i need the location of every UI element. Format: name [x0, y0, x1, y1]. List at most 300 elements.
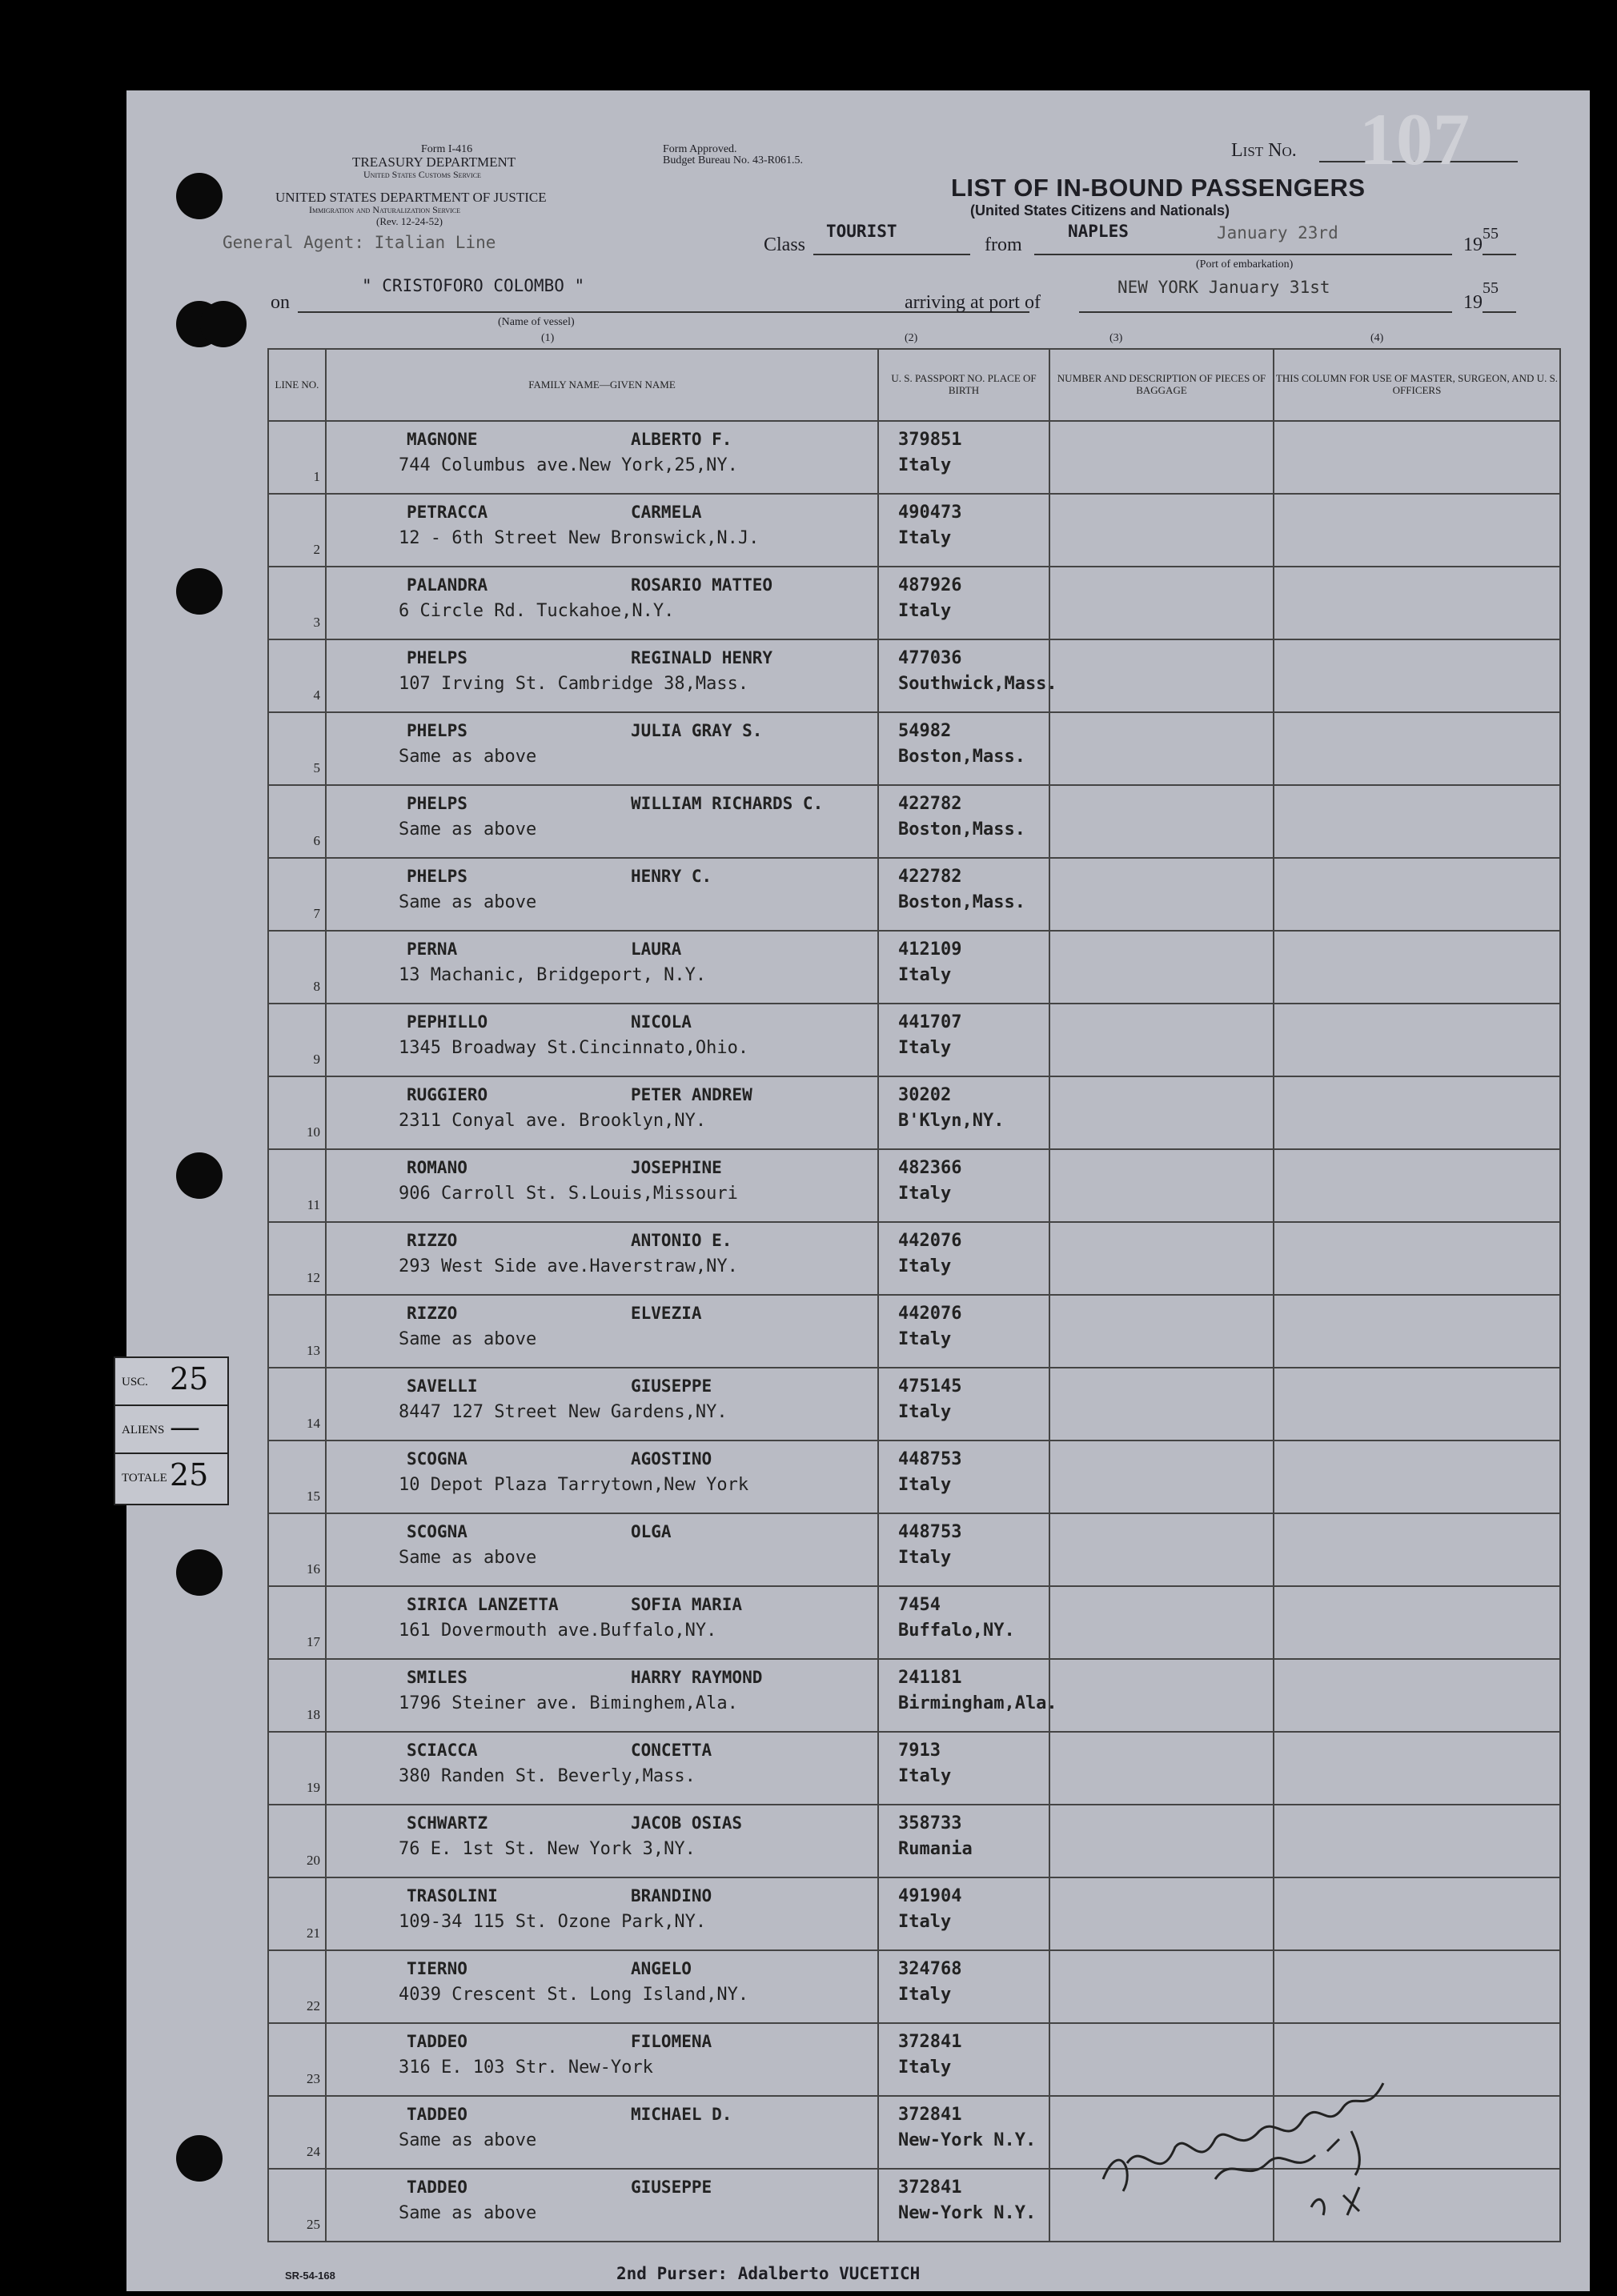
passenger-row [268, 494, 1560, 567]
handwritten-inspector-signature [1087, 2043, 1503, 2227]
passenger-row [268, 1222, 1560, 1295]
given-name: PETER ANDREW [631, 1085, 752, 1104]
address: 13 Machanic, Bridgeport, N.Y. [399, 965, 707, 985]
aliens-tally-box [114, 1404, 229, 1457]
passport-number: 7913 [898, 1741, 941, 1761]
address: 12 - 6th Street New Bronswick,N.J. [399, 528, 760, 548]
passport-cell [878, 1586, 1049, 1659]
passport-cell [878, 931, 1049, 1004]
passport-cell [878, 1441, 1049, 1513]
passport-number: 482366 [898, 1158, 962, 1178]
manifest-page [122, 90, 1590, 2291]
given-name: ROSARIO MATTEO [631, 575, 773, 595]
family-name: PHELPS [407, 721, 467, 740]
passport-number: 475145 [898, 1376, 962, 1396]
baggage-cell [1049, 1877, 1274, 1950]
place-of-birth: Italy [898, 455, 952, 475]
family-name: TADDEO [407, 2105, 467, 2124]
passport-cell [878, 2169, 1049, 2242]
line-number-cell [268, 1295, 326, 1368]
name-cell [326, 785, 878, 858]
place-of-birth: Italy [898, 1402, 952, 1422]
family-name: SAVELLI [407, 1376, 478, 1396]
given-name: REGINALD HENRY [631, 648, 773, 667]
passenger-row [268, 1149, 1560, 1222]
address: 8447 127 Street New Gardens,NY. [399, 1402, 728, 1422]
passenger-row [268, 1513, 1560, 1586]
given-name: LAURA [631, 940, 682, 959]
passport-cell [878, 785, 1049, 858]
passport-cell [878, 567, 1049, 639]
given-name: WILLIAM RICHARDS C. [631, 794, 824, 813]
arrival-year-prefix: 19 [1463, 292, 1483, 313]
passenger-row [268, 1805, 1560, 1877]
address: 1345 Broadway St.Cincinnato,Ohio. [399, 1038, 749, 1058]
passport-cell [878, 858, 1049, 931]
on-label: on [271, 292, 290, 313]
line-number: 6 [313, 833, 320, 848]
arrival-line [1079, 311, 1452, 313]
passport-cell [878, 1659, 1057, 1732]
passport-number: 372841 [898, 2032, 962, 2052]
form-revision: (Rev. 12-24-52) [376, 215, 443, 227]
line-number-cell [268, 858, 326, 931]
officers-cell [1274, 1222, 1560, 1295]
passport-cell [878, 1004, 1049, 1076]
place-of-birth: Buffalo,NY. [898, 1621, 1015, 1641]
place-of-birth: Italy [898, 1912, 952, 1932]
line-number: 7 [313, 906, 320, 921]
family-name: TRASOLINI [407, 1886, 498, 1905]
place-of-birth: Italy [898, 1038, 952, 1058]
address: 906 Carroll St. S.Louis,Missouri [399, 1184, 738, 1204]
passport-cell [878, 1950, 1049, 2023]
line-number: 19 [307, 1780, 320, 1795]
address: Same as above [399, 1548, 537, 1568]
passport-cell [878, 1368, 1049, 1441]
passenger-row [268, 567, 1560, 639]
given-name: CONCETTA [631, 1741, 712, 1760]
family-name: PHELPS [407, 794, 467, 813]
baggage-cell [1049, 1149, 1274, 1222]
name-cell [326, 1513, 878, 1586]
arriving-label: arriving at port of [905, 292, 1041, 313]
treasury-department: TREASURY DEPARTMENT [352, 154, 516, 170]
given-name: AGOSTINO [631, 1449, 712, 1469]
year-line [1483, 254, 1516, 255]
passport-number: 241181 [898, 1668, 962, 1688]
passport-number: 422782 [898, 794, 962, 814]
place-of-birth: Italy [898, 1475, 952, 1495]
binder-hole [176, 2135, 223, 2182]
name-cell [326, 1076, 878, 1149]
line-number: 3 [313, 615, 320, 630]
line-number: 25 [307, 2217, 320, 2232]
line-number-cell [268, 1659, 326, 1732]
customs-service: United States Customs Service [363, 169, 481, 180]
family-name: PHELPS [407, 867, 467, 886]
binder-hole [176, 1152, 223, 1199]
address: 380 Randen St. Beverly,Mass. [399, 1766, 696, 1786]
address: 2311 Conyal ave. Brooklyn,NY. [399, 1111, 707, 1131]
line-number: 17 [307, 1634, 320, 1649]
officers-cell [1274, 785, 1560, 858]
officers-cell [1274, 1659, 1560, 1732]
name-cell [326, 1586, 878, 1659]
given-name: SOFIA MARIA [631, 1595, 743, 1614]
binder-hole [176, 1549, 223, 1596]
name-cell [326, 1659, 878, 1732]
totale-count: 25 [170, 1457, 209, 1493]
passenger-row [268, 1586, 1560, 1659]
family-name: SMILES [407, 1668, 467, 1687]
baggage-cell [1049, 712, 1274, 785]
baggage-cell [1049, 1004, 1274, 1076]
line-number-cell [268, 1877, 326, 1950]
family-name: PALANDRA [407, 575, 488, 595]
given-name: HARRY RAYMOND [631, 1668, 763, 1687]
family-name: SIRICA LANZETTA [407, 1595, 559, 1614]
officers-cell [1274, 639, 1560, 712]
passport-cell [878, 1877, 1049, 1950]
address: 316 E. 103 Str. New-York [399, 2058, 653, 2078]
place-of-birth: Italy [898, 965, 952, 985]
passenger-row [268, 1295, 1560, 1368]
given-name: GIUSEPPE [631, 2178, 712, 2197]
baggage-cell [1049, 494, 1274, 567]
given-name: JULIA GRAY S. [631, 721, 763, 740]
name-cell [326, 1149, 878, 1222]
officers-cell [1274, 494, 1560, 567]
line-number-cell [268, 2169, 326, 2242]
baggage-cell [1049, 1076, 1274, 1149]
name-cell [326, 931, 878, 1004]
line-number-cell [268, 1149, 326, 1222]
baggage-cell [1049, 1295, 1274, 1368]
passport-number: 372841 [898, 2178, 962, 2198]
line-number: 10 [307, 1124, 320, 1140]
line-number-cell [268, 567, 326, 639]
passenger-table [267, 348, 1561, 2242]
officers-cell [1274, 1513, 1560, 1586]
class-line [813, 254, 970, 255]
name-cell [326, 1222, 878, 1295]
line-number: 12 [307, 1270, 320, 1285]
passport-number: 379851 [898, 430, 962, 450]
given-name: OLGA [631, 1522, 672, 1541]
passport-cell [878, 1149, 1049, 1222]
header-line-no: LINE NO. [268, 349, 326, 421]
line-number-cell [268, 1076, 326, 1149]
family-name: ROMANO [407, 1158, 467, 1177]
name-cell [326, 2169, 878, 2242]
passport-number: 422782 [898, 867, 962, 887]
binder-hole [200, 301, 247, 347]
place-of-birth: Boston,Mass. [898, 747, 1025, 767]
list-no-value: 107 [1359, 98, 1470, 180]
place-of-birth: New-York N.Y. [898, 2130, 1037, 2150]
address: 6 Circle Rd. Tuckahoe,N.Y. [399, 601, 675, 621]
from-line [1034, 254, 1452, 255]
line-number: 8 [313, 979, 320, 994]
passenger-row [268, 1441, 1560, 1513]
general-agent: General Agent: Italian Line [223, 233, 496, 252]
usc-tally-box [114, 1356, 229, 1409]
passport-number: 491904 [898, 1886, 962, 1906]
passport-number: 372841 [898, 2105, 962, 2125]
officers-cell [1274, 1950, 1560, 2023]
place-of-birth: Italy [898, 1256, 952, 1276]
place-of-birth: Boston,Mass. [898, 819, 1025, 839]
department-of-justice: UNITED STATES DEPARTMENT OF JUSTICE [275, 190, 547, 205]
line-number-cell [268, 1513, 326, 1586]
given-name: CARMELA [631, 503, 702, 522]
passenger-row [268, 1659, 1560, 1732]
usc-label: USC. [122, 1376, 148, 1388]
passenger-row [268, 858, 1560, 931]
address: Same as above [399, 892, 537, 912]
passport-cell [878, 1222, 1049, 1295]
family-name: PEPHILLO [407, 1012, 488, 1032]
place-of-birth: Italy [898, 1184, 952, 1204]
passport-number: 442076 [898, 1304, 962, 1324]
family-name: MAGNONE [407, 430, 478, 449]
passport-cell [878, 494, 1049, 567]
passenger-row [268, 1004, 1560, 1076]
form-code: SR-54-168 [285, 2270, 335, 2282]
baggage-cell [1049, 567, 1274, 639]
given-name: NICOLA [631, 1012, 692, 1032]
binder-hole [176, 568, 223, 615]
passport-cell [878, 1513, 1049, 1586]
line-number: 15 [307, 1489, 320, 1504]
totale-tally-box [114, 1453, 229, 1505]
passport-cell [878, 1805, 1049, 1877]
officers-cell [1274, 1877, 1560, 1950]
family-name: SCOGNA [407, 1522, 467, 1541]
line-number: 20 [307, 1853, 320, 1868]
place-of-birth: Italy [898, 1329, 952, 1349]
line-number: 4 [313, 687, 320, 703]
baggage-cell [1049, 1513, 1274, 1586]
address: Same as above [399, 819, 537, 839]
family-name: RIZZO [407, 1304, 458, 1323]
immigration-service: Immigration and Naturalization Service [309, 204, 461, 215]
baggage-cell [1049, 639, 1274, 712]
line-number-cell [268, 2096, 326, 2169]
officers-cell [1274, 1149, 1560, 1222]
line-number-cell [268, 1586, 326, 1659]
class-label: Class [764, 234, 806, 255]
name-cell [326, 1368, 878, 1441]
passport-number: 324768 [898, 1959, 962, 1979]
passenger-row [268, 931, 1560, 1004]
officers-cell [1274, 858, 1560, 931]
baggage-cell [1049, 1441, 1274, 1513]
line-number: 13 [307, 1343, 320, 1358]
name-cell [326, 494, 878, 567]
name-cell [326, 1441, 878, 1513]
passport-number: 441707 [898, 1012, 962, 1032]
given-name: ALBERTO F. [631, 430, 732, 449]
line-number: 1 [313, 469, 320, 484]
place-of-birth: Birmingham,Ala. [898, 1693, 1057, 1713]
line-number-cell [268, 1222, 326, 1295]
class-value: TOURIST [826, 222, 897, 241]
manifest-subtitle: (United States Citizens and Nationals) [970, 202, 1230, 218]
header-passport: U. S. PASSPORT NO. PLACE OF BIRTH [878, 349, 1049, 421]
family-name: TADDEO [407, 2178, 467, 2197]
baggage-cell [1049, 931, 1274, 1004]
passport-number: 448753 [898, 1522, 962, 1542]
baggage-cell [1049, 1732, 1274, 1805]
officers-cell [1274, 1586, 1560, 1659]
passport-number: 448753 [898, 1449, 962, 1469]
address: Same as above [399, 1329, 537, 1349]
from-value: NAPLES [1068, 222, 1129, 241]
family-name: PETRACCA [407, 503, 488, 522]
line-number-cell [268, 639, 326, 712]
passport-number: 412109 [898, 940, 962, 960]
address: 4039 Crescent St. Long Island,NY. [399, 1985, 749, 2005]
officers-cell [1274, 1441, 1560, 1513]
family-name: PHELPS [407, 648, 467, 667]
passport-cell [878, 2023, 1049, 2096]
line-number: 18 [307, 1707, 320, 1722]
vessel-name-label: (Name of vessel) [498, 316, 575, 328]
address: Same as above [399, 2203, 537, 2223]
place-of-birth: Italy [898, 528, 952, 548]
officers-cell [1274, 1004, 1560, 1076]
family-name: TIERNO [407, 1959, 467, 1978]
baggage-cell [1049, 1659, 1274, 1732]
given-name: GIUSEPPE [631, 1376, 712, 1396]
baggage-cell [1049, 858, 1274, 931]
line-number: 22 [307, 1998, 320, 2014]
name-cell [326, 1004, 878, 1076]
name-cell [326, 1877, 878, 1950]
line-number-cell [268, 1950, 326, 2023]
passport-number: 442076 [898, 1231, 962, 1251]
line-number-cell [268, 421, 326, 494]
line-number-cell [268, 712, 326, 785]
line-number-cell [268, 1004, 326, 1076]
column-index-2: (2) [905, 332, 918, 344]
name-cell [326, 2023, 878, 2096]
passport-number: 30202 [898, 1085, 952, 1105]
column-index-3: (3) [1109, 332, 1123, 344]
family-name: SCHWARTZ [407, 1813, 488, 1833]
purser-signature: 2nd Purser: Adalberto VUCETICH [616, 2264, 921, 2283]
place-of-birth: Italy [898, 601, 952, 621]
passenger-row [268, 1732, 1560, 1805]
address: 161 Dovermouth ave.Buffalo,NY. [399, 1621, 717, 1641]
line-number-cell [268, 931, 326, 1004]
address: 293 West Side ave.Haverstraw,NY. [399, 1256, 738, 1276]
from-label: from [985, 234, 1022, 255]
family-name: PERNA [407, 940, 458, 959]
address: 1796 Steiner ave. Biminghem,Ala. [399, 1693, 738, 1713]
given-name: FILOMENA [631, 2032, 712, 2051]
given-name: ANTONIO E. [631, 1231, 732, 1250]
family-name: RUGGIERO [407, 1085, 488, 1104]
officers-cell [1274, 712, 1560, 785]
place-of-birth: Italy [898, 1766, 952, 1786]
totale-label: TOTALE [122, 1472, 167, 1485]
list-no-label: List No. [1231, 140, 1297, 161]
name-cell [326, 421, 878, 494]
given-name: ELVEZIA [631, 1304, 702, 1323]
address: Same as above [399, 2130, 537, 2150]
line-number: 16 [307, 1561, 320, 1577]
family-name: TADDEO [407, 2032, 467, 2051]
port-of-embarkation-label: (Port of embarkation) [1196, 258, 1294, 270]
given-name: JACOB OSIAS [631, 1813, 743, 1833]
address: 10 Depot Plaza Tarrytown,New York [399, 1475, 749, 1495]
passport-number: 358733 [898, 1813, 962, 1833]
baggage-cell [1049, 785, 1274, 858]
address: 76 E. 1st St. New York 3,NY. [399, 1839, 696, 1859]
place-of-birth: Rumania [898, 1839, 973, 1859]
family-name: SCIACCA [407, 1741, 478, 1760]
line-number: 21 [307, 1925, 320, 1941]
given-name: MICHAEL D. [631, 2105, 732, 2124]
place-of-birth: B'Klyn,NY. [898, 1111, 1005, 1131]
line-number-cell [268, 2023, 326, 2096]
name-cell [326, 1295, 878, 1368]
name-cell [326, 2096, 878, 2169]
officers-cell [1274, 1076, 1560, 1149]
header-officers: THIS COLUMN FOR USE OF MASTER, SURGEON, AND U. S. OFFICERS [1274, 349, 1560, 421]
officers-cell [1274, 931, 1560, 1004]
usc-count: 25 [170, 1361, 209, 1396]
aliens-label: ALIENS [122, 1424, 165, 1437]
passenger-row [268, 639, 1560, 712]
address: 744 Columbus ave.New York,25,NY. [399, 455, 738, 475]
year-value: 55 [1483, 225, 1499, 242]
passenger-row [268, 1368, 1560, 1441]
passport-cell [878, 2096, 1049, 2169]
line-number: 9 [313, 1052, 320, 1067]
baggage-cell [1049, 1950, 1274, 2023]
place-of-birth: Southwick,Mass. [898, 674, 1057, 694]
place-of-birth: Boston,Mass. [898, 892, 1025, 912]
form-number: Form I-416 [421, 143, 473, 155]
form-approved: Form Approved. [663, 143, 737, 155]
passenger-row [268, 1950, 1560, 2023]
passport-cell [878, 1295, 1049, 1368]
header-name: FAMILY NAME—GIVEN NAME [326, 349, 878, 421]
line-number: 5 [313, 760, 320, 775]
passenger-row [268, 421, 1560, 494]
arrival-year-line [1483, 311, 1516, 313]
officers-cell [1274, 421, 1560, 494]
name-cell [326, 639, 878, 712]
passport-cell [878, 421, 1049, 494]
place-of-birth: Italy [898, 2058, 952, 2078]
family-name: RIZZO [407, 1231, 458, 1250]
place-of-birth: Italy [898, 1985, 952, 2005]
address: 109-34 115 St. Ozone Park,NY. [399, 1912, 707, 1932]
name-cell [326, 567, 878, 639]
passenger-row [268, 1076, 1560, 1149]
place-of-birth: Italy [898, 1548, 952, 1568]
line-number-cell [268, 1368, 326, 1441]
baggage-cell [1049, 1805, 1274, 1877]
name-cell [326, 712, 878, 785]
line-number: 23 [307, 2071, 320, 2086]
given-name: BRANDINO [631, 1886, 712, 1905]
